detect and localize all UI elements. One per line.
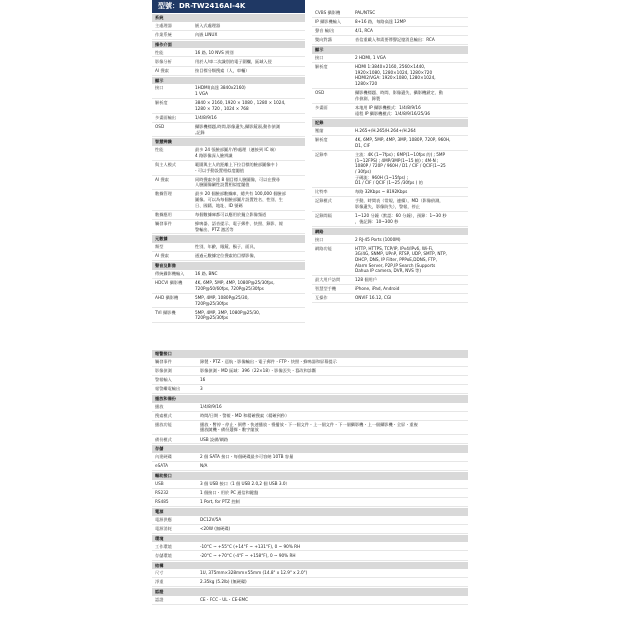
spec-row [152,403,468,412]
model-title: 型號：DR-TW2416AI-4K [152,0,305,13]
spec-key: 記錄模式 [315,198,332,204]
section-header: 認證 [152,588,468,596]
spec-value: 嵌入式處理器 [195,22,221,28]
spec-row [152,22,305,31]
section-header: 記錄 [312,119,468,127]
spec-value: 3840 × 2160, 1920 × 1080 , 1280 × 1024, 1280 × 720 , 1024 × 768 [195,100,286,111]
spec-row [312,294,468,303]
spec-value: 8+16 路，每路高達 12MP [355,19,406,25]
spec-value: 1 Port, for PTZ 控制 [200,499,240,505]
spec-row [312,285,468,294]
spec-value: 2 HDMI, 1 VGA [355,55,386,61]
spec-row [152,516,468,525]
spec-row [152,270,305,279]
spec-value: 1 個接口・用於 PC 通信和鍵盤 [200,490,259,496]
section-header: 輔助接口 [152,472,468,480]
spec-row [152,421,468,436]
spec-key: 尺寸 [155,570,164,576]
spec-row [312,244,468,276]
spec-value: 5MP, 4MP, 3MP, 1080P@25/30, 720P@25/30fps [195,309,261,321]
spec-value: 1/4/8/9/16 [200,403,222,409]
spec-column-left [152,13,305,323]
spec-key: 報警繼電輸出 [155,386,181,391]
spec-row [152,453,468,462]
spec-key: eSATA [155,463,168,469]
spec-key: 存儲環境 [155,552,172,558]
spec-value: 16 路, BNC [195,271,218,277]
spec-row [152,84,305,99]
spec-row [152,525,468,534]
spec-value: 最多 24 張臉部圖片/秒處理（連接到 IC 端） 4 路影像深入臉辨識 [195,147,279,158]
spec-value: 性別，年齡，眼鏡，鬍子，面具， [195,244,258,250]
spec-row [152,31,305,40]
spec-key: 備份模式 [155,436,172,442]
spec-value: 同時搜索多達 8 個目標人臉圖像，可以在搜尋 人臉圖像屬性設置相似度閾值 [195,176,280,188]
spec-row [152,385,468,394]
spec-value: 攝影機標題,時間,影像遺失,攝影鏡頭,動作偵測 ,記錄 [195,123,280,135]
spec-row [152,279,305,294]
spec-value: -10°C ~ +55°C (+14°F ~ +131°F), 0 ~ 90% RH [200,543,301,549]
spec-key: CVBS 攝影機 [315,10,341,16]
spec-row [152,551,468,560]
spec-row [312,136,468,151]
spec-key: 解析度 [155,100,168,106]
spec-key: 作業系統 [155,31,172,37]
spec-value: DC12V/5A [200,516,222,522]
spec-row [152,376,468,385]
spec-row [152,48,305,57]
spec-value: 影像偵測・MD 區域：396（22×18）・影像丟失・篡改和診斷 [200,367,317,373]
spec-row [312,276,468,285]
spec-row [152,498,468,507]
spec-key: 智慧型手機 [315,286,336,292]
spec-row [152,569,468,578]
spec-row [152,308,305,323]
spec-column-right [312,9,468,303]
spec-value: 1~120 分鐘（默認：60 分鐘），預錄：1~30 秒 ，後記錄：10~300 秒 [355,213,447,224]
spec-key: 解析度 [315,64,328,70]
spec-key: 認證 [155,597,164,603]
spec-key: AHD 攝影機 [155,294,179,300]
spec-row [152,435,468,444]
spec-key: 記錄間隔 [315,213,332,219]
spec-key: 聲音 輸/出 [315,28,335,34]
spec-value: PAL/NTSC [355,10,376,16]
spec-row [152,211,305,220]
spec-row [312,104,468,119]
spec-value: 4/1, RCA [355,28,373,34]
spec-row [312,212,468,227]
spec-key: 與主人模式 [155,162,176,168]
spec-row [152,294,305,309]
spec-value: 內嵌 LINUX [195,31,218,37]
spec-value: 本地用 IP 攝影機模式：1/4/8/9/16 遠程 IP 攝影機模式：1/4/8/9/16/25/36 [355,104,431,116]
spec-key: 傳統攝影機輸入 [155,271,185,277]
spec-key: 接口 [315,236,324,242]
spec-row [152,542,468,551]
spec-key: 播放功能 [155,421,172,427]
section-header: 顯示 [312,46,468,54]
spec-key: 互操作 [315,295,328,301]
spec-row [152,99,305,114]
spec-key: 淨重 [155,579,164,585]
spec-value: 蜂鳴器、語音提示、電子郵件、快照、錄影、報 警輸出、PTZ 激活等 [195,220,283,232]
spec-key: 工作環境 [155,543,172,549]
section-header: 元數據 [152,235,305,243]
spec-value: 時間/日期・警報・MD 和精確搜索（精確到秒） [200,412,290,418]
spec-key: 電源供應 [155,516,172,522]
section-header: 智慧辨識 [152,138,305,146]
spec-value: 128 個用戶 [355,277,377,283]
spec-row [152,67,305,76]
spec-value: CE・FCC・UL・CE-EMC [200,597,249,603]
spec-row [152,161,305,176]
spec-value: 手動，時間表（常規，連續），MD（影像偵測， 影像遺失，影像防失），警報，停止 [355,198,444,210]
spec-value: 每路 32Kbps ~ 8192Kbps [355,189,408,195]
spec-value: 最多 20 個臉部數據庫，總共有 100,000 個臉部 圖像。可以為每個臉部圖片設置姓名、性別、生 日、國籍、地址、ID 號碼 [195,191,286,208]
spec-row [312,54,468,63]
section-header: 網路 [312,228,468,236]
section-header: 電源 [152,508,468,516]
spec-key: 觸發事件 [155,220,172,226]
spec-row [152,358,468,367]
spec-key: 網路功能 [315,245,332,251]
spec-row [152,489,468,498]
spec-value: 3 個 USB 接口（1 個 USB 2.0,2 個 USB 3.0） [200,481,290,487]
spec-value: 攝影機標題、時間、影像遺失、攝影機鎖定、動 作偵測、錄製 [355,90,443,101]
spec-row [312,9,468,18]
section-header: 聲音及影像 [152,262,305,270]
spec-key: 主處理器 [155,22,172,28]
spec-value: 每個數據庫都可以應用於獨立影像頻道 [195,211,267,217]
spec-key: TVI 攝影機 [155,309,176,315]
spec-key: OSD [315,90,325,96]
spec-value: N/A [200,463,208,469]
spec-key: 比特率 [315,189,328,195]
spec-row [152,146,305,161]
spec-key: 播放 [155,403,164,409]
spec-value: 1U, 375mm×328mm×55mm (14.8" x 12.9" x 2.0") [200,570,308,576]
spec-key: 解析度 [315,137,328,143]
spec-key: 雙向對講 [315,37,332,43]
spec-value: 4K, 6MP, 5MP, 4MP, 3MP, 1080P, 720P, 960H, D1, CIF [355,137,451,148]
spec-value: 音信重載入和需要傳聲記憶消息輸出：RCA [355,37,435,43]
section-header: 存儲 [152,445,468,453]
spec-key: HDCVI 攝影機 [155,280,183,286]
spec-row [152,57,305,66]
spec-value: USB 設備/網路 [200,436,229,442]
spec-key: 數據應用 [155,211,172,217]
spec-value: 1HDMI(高達 3840x2160) 1 VGA [195,85,246,97]
spec-row [152,123,305,138]
section-header: 操作介面 [152,41,305,49]
spec-row [312,188,468,197]
spec-key: 多畫面 [315,104,328,110]
spec-value: 16 [200,376,206,382]
spec-value: 2 個 SATA 接口・每個硬碟最多可容納 10TB 容量 [200,454,294,460]
spec-value: 2.35kg (5.2lb) (無硬碟) [200,579,247,585]
spec-row [312,235,468,244]
spec-value: 通過元數據定位搜索的目標影像， [195,253,258,259]
spec-value: 2 RJ-45 Ports (1000M) [355,236,401,242]
spec-value: 播放・暫停・停止・倒帶・快速播放・慢播放・下一個文件・上一個文件・下一個攝影機・上一個攝影機・全屏・重複 播放隨機・備份選擇・數字縮放 [200,421,418,433]
spec-row [312,18,468,27]
spec-key: USB [155,481,164,487]
spec-value: 16 路, 10 NVS 辨別 [195,49,234,55]
spec-key: 類型 [155,244,164,250]
section-header: 結構 [152,562,468,570]
spec-key: 搜索模式 [155,412,172,418]
spec-value: -20°C ~ +70°C (-4°F ~ +158°F), 0 ~ 90% RH [200,552,296,558]
spec-key: 影像分析 [155,58,172,64]
spec-key: RS232 [155,490,169,496]
spec-key: RS485 [155,499,169,505]
spec-row [152,220,305,235]
spec-key: 性能 [155,147,164,153]
spec-value: 範圍與主人的距離上下拉目標的臉部圖像中 ) - 可以手動設置相似度閾值 [195,162,278,173]
spec-key: 警報輸入 [155,376,172,382]
spec-row [312,197,468,212]
spec-value: 1/4/8/9/16 [195,114,217,120]
spec-key: AI 搜索 [155,253,169,259]
section-header: 報警接口 [152,350,468,358]
spec-row [312,151,468,188]
spec-key: 內建硬碟 [155,454,172,460]
spec-row [152,412,468,421]
spec-row [152,596,468,605]
spec-key: 數據管理 [155,191,172,197]
spec-row [152,462,468,471]
spec-value: 4K, 6MP, 5MP, 4MP, 1080P@25/30fps, 720P@50/60fps, 720P@25/30fps [195,280,275,291]
spec-key: 記錄率 [315,152,328,158]
spec-value: 用於人/車二次識別的電子圍欄，區域入侵 [195,58,272,64]
spec-key: AI 搜索 [155,67,169,73]
spec-key: 影像偵測 [155,367,172,373]
spec-key: IP 攝影機輸入 [315,19,342,25]
spec-row [312,89,468,104]
spec-value: 錄製・PTZ・巡航・影像輸出・電子郵件・FTP・快照・蜂鳴器和屏幕提示 [200,358,337,364]
spec-row [152,480,468,489]
spec-value: 主流：4K (1~7fps) ; 6MP(1~10fps 的) ; 5MP (1~12FPS) ; 4MP/3MP(1~15 幀) ; 4M-N ; 1080P / 720P / 960H / D1 / CIF / QCIF(1~25 / 30fps) 子碼流：960H (1~15fps) ; D1 / CIF / QCIF (1~25 /30fps ) 的 [355,152,446,186]
spec-row [152,578,468,587]
spec-value: 按目標分類搜索（人，車輛） [195,67,250,73]
spec-key: 接口 [315,55,324,61]
spec-row [312,36,468,45]
spec-value: <20W (無硬碟) [200,525,231,531]
spec-column-bottom [152,349,468,605]
spec-row [312,63,468,89]
spec-key: 接口 [155,85,164,91]
section-header: 環境 [152,535,468,543]
spec-key: 最大用戶訪問 [315,277,341,283]
section-header: 系統 [152,14,305,22]
section-header: 顯示 [152,77,305,85]
spec-row [152,190,305,210]
spec-row [152,243,305,252]
spec-key: 性能 [155,49,164,55]
spec-row [152,367,468,376]
spec-row [152,176,305,191]
spec-key: 電源消耗 [155,525,172,531]
spec-row [312,27,468,36]
section-header: 播放和備份 [152,395,468,403]
spec-row [152,114,305,123]
spec-key: 觸發事件 [155,358,172,364]
spec-value: ONVIF 16.12, CGI [355,295,392,301]
spec-value: HDMI 1:3840×2160, 2560×1440, 1920×1080, 1280×1024, 1280×720 HDMI2/VGA: 1920×1080, 1280×1024, 1280×720 [355,64,436,87]
spec-value: 5MP, 4MP, 1080P@25/30, 720P@25/30fps [195,294,249,306]
spec-value: iPhone, iPad, Android [355,286,400,292]
spec-key: OSD [155,123,165,129]
spec-value: H.265+/H.265/H.264+/H.264 [355,128,416,134]
spec-key: 壓縮 [315,128,324,134]
spec-value: 3 [200,386,203,391]
spec-value: HTTP, HTTPS, TCP/IP, IPv4/IPv6, Wi-Fi, 3G/4G, SNMP, UPnP, RTSP, UDP, SMTP, NTP, DHCP, DNS, IP Filter, PPPoE,DDNS, FTP, Alarm Server, P2P,IP Search (Supports Dahua IP camera, DVR, NVS 等) [355,245,447,274]
spec-row [312,127,468,136]
spec-key: AI 搜索 [155,176,169,182]
spec-row [152,252,305,261]
spec-key: 多畫面輸出 [155,114,176,120]
